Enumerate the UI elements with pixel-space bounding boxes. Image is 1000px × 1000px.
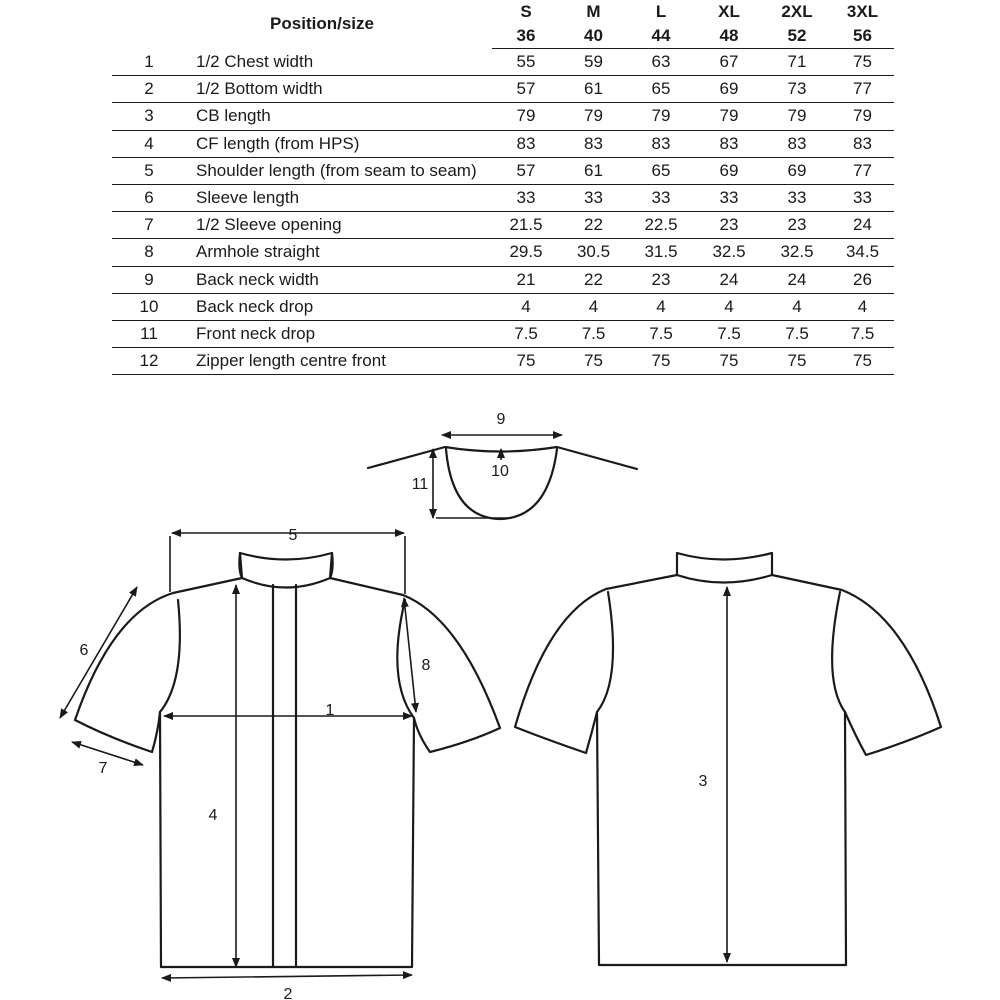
row-number: 1 — [112, 49, 186, 76]
cell-value: 4 — [831, 293, 894, 320]
size-number-l: 44 — [627, 24, 695, 49]
row-label: Shoulder length (from seam to seam) — [186, 157, 492, 184]
cell-value: 83 — [763, 130, 831, 157]
row-number: 7 — [112, 212, 186, 239]
cell-value: 4 — [560, 293, 627, 320]
cell-value: 26 — [831, 266, 894, 293]
cell-value: 7.5 — [560, 320, 627, 347]
size-label-3xl: 3XL — [846, 2, 879, 21]
size-number-3xl: 56 — [831, 24, 894, 49]
cell-value: 59 — [560, 49, 627, 76]
measure-label-5: 5 — [288, 527, 298, 544]
cell-value: 75 — [560, 348, 627, 375]
row-number: 12 — [112, 348, 186, 375]
row-label: Back neck drop — [186, 293, 492, 320]
cell-value: 79 — [695, 103, 763, 130]
row-number: 2 — [112, 76, 186, 103]
cell-value: 4 — [695, 293, 763, 320]
row-number: 9 — [112, 266, 186, 293]
cell-value: 61 — [560, 76, 627, 103]
cell-value: 33 — [763, 184, 831, 211]
row-label: CB length — [186, 103, 492, 130]
measure-label-7: 7 — [98, 760, 108, 777]
cell-value: 83 — [492, 130, 560, 157]
cell-value: 65 — [627, 76, 695, 103]
measurement-labels — [80, 411, 708, 1000]
row-number: 10 — [112, 293, 186, 320]
position-size-header: Position/size — [270, 14, 374, 34]
cell-value: 55 — [492, 49, 560, 76]
row-number: 5 — [112, 157, 186, 184]
cell-value: 7.5 — [627, 320, 695, 347]
cell-value: 29.5 — [492, 239, 560, 266]
cell-value: 69 — [695, 76, 763, 103]
measure-label-3: 3 — [698, 773, 708, 790]
cell-value: 69 — [763, 157, 831, 184]
cell-value: 79 — [763, 103, 831, 130]
size-number-s: 36 — [492, 24, 560, 49]
cell-value: 83 — [560, 130, 627, 157]
measure-label-9: 9 — [496, 411, 506, 428]
size-number-xl: 48 — [695, 24, 763, 49]
cell-value: 65 — [627, 157, 695, 184]
measure-label-1: 1 — [325, 702, 335, 719]
row-number: 3 — [112, 103, 186, 130]
cell-value: 24 — [763, 266, 831, 293]
row-label: Armhole straight — [186, 239, 492, 266]
cell-value: 7.5 — [492, 320, 560, 347]
cell-value: 23 — [695, 212, 763, 239]
row-label: Sleeve length — [186, 184, 492, 211]
cell-value: 22 — [560, 212, 627, 239]
row-label: Front neck drop — [186, 320, 492, 347]
cell-value: 79 — [560, 103, 627, 130]
cell-value: 22 — [560, 266, 627, 293]
cell-value: 4 — [492, 293, 560, 320]
cell-value: 83 — [831, 130, 894, 157]
measure-label-2: 2 — [283, 986, 293, 1000]
cell-value: 75 — [831, 49, 894, 76]
cell-value: 77 — [831, 157, 894, 184]
cell-value: 73 — [763, 76, 831, 103]
cell-value: 69 — [695, 157, 763, 184]
cell-value: 33 — [695, 184, 763, 211]
measure-label-4: 4 — [208, 807, 218, 824]
measure-label-8: 8 — [421, 657, 431, 674]
cell-value: 21.5 — [492, 212, 560, 239]
row-number: 4 — [112, 130, 186, 157]
cell-value: 79 — [627, 103, 695, 130]
cell-value: 4 — [763, 293, 831, 320]
cell-value: 31.5 — [627, 239, 695, 266]
size-label-s: S — [520, 2, 532, 21]
cell-value: 63 — [627, 49, 695, 76]
cell-value: 83 — [627, 130, 695, 157]
back-shirt-drawing — [515, 553, 941, 965]
cell-value: 75 — [627, 348, 695, 375]
cell-value: 34.5 — [831, 239, 894, 266]
row-number: 6 — [112, 184, 186, 211]
cell-value: 7.5 — [831, 320, 894, 347]
row-label: 1/2 Sleeve opening — [186, 212, 492, 239]
cell-value: 22.5 — [627, 212, 695, 239]
cell-value: 33 — [627, 184, 695, 211]
cell-value: 23 — [627, 266, 695, 293]
cell-value: 32.5 — [763, 239, 831, 266]
row-number: 11 — [112, 320, 186, 347]
size-number-m: 40 — [560, 24, 627, 49]
cell-value: 79 — [831, 103, 894, 130]
cell-value: 75 — [831, 348, 894, 375]
cell-value: 4 — [627, 293, 695, 320]
cell-value: 33 — [831, 184, 894, 211]
cell-value: 75 — [695, 348, 763, 375]
row-label: Zipper length centre front — [186, 348, 492, 375]
cell-value: 24 — [695, 266, 763, 293]
cell-value: 7.5 — [695, 320, 763, 347]
size-label-m: M — [586, 2, 601, 21]
cell-value: 7.5 — [763, 320, 831, 347]
cell-value: 32.5 — [695, 239, 763, 266]
cell-value: 83 — [695, 130, 763, 157]
cell-value: 77 — [831, 76, 894, 103]
cell-value: 75 — [763, 348, 831, 375]
measure-label-11: 11 — [411, 476, 429, 493]
cell-value: 75 — [492, 348, 560, 375]
front-shirt-drawing — [60, 533, 500, 978]
measure-label-6: 6 — [79, 642, 89, 659]
size-number-2xl: 52 — [763, 24, 831, 49]
cell-value: 33 — [492, 184, 560, 211]
row-label: CF length (from HPS) — [186, 130, 492, 157]
row-label: Back neck width — [186, 266, 492, 293]
cell-value: 23 — [763, 212, 831, 239]
row-label: 1/2 Bottom width — [186, 76, 492, 103]
cell-value: 21 — [492, 266, 560, 293]
cell-value: 61 — [560, 157, 627, 184]
row-label: 1/2 Chest width — [186, 49, 492, 76]
cell-value: 67 — [695, 49, 763, 76]
size-label-xl: XL — [718, 2, 740, 21]
measure-label-10: 10 — [491, 463, 509, 480]
cell-value: 30.5 — [560, 239, 627, 266]
row-number: 8 — [112, 239, 186, 266]
cell-value: 71 — [763, 49, 831, 76]
cell-value: 57 — [492, 76, 560, 103]
size-label-2xl: 2XL — [781, 2, 813, 21]
cell-value: 33 — [560, 184, 627, 211]
cell-value: 57 — [492, 157, 560, 184]
cell-value: 79 — [492, 103, 560, 130]
size-label-l: L — [655, 2, 667, 21]
cell-value: 24 — [831, 212, 894, 239]
